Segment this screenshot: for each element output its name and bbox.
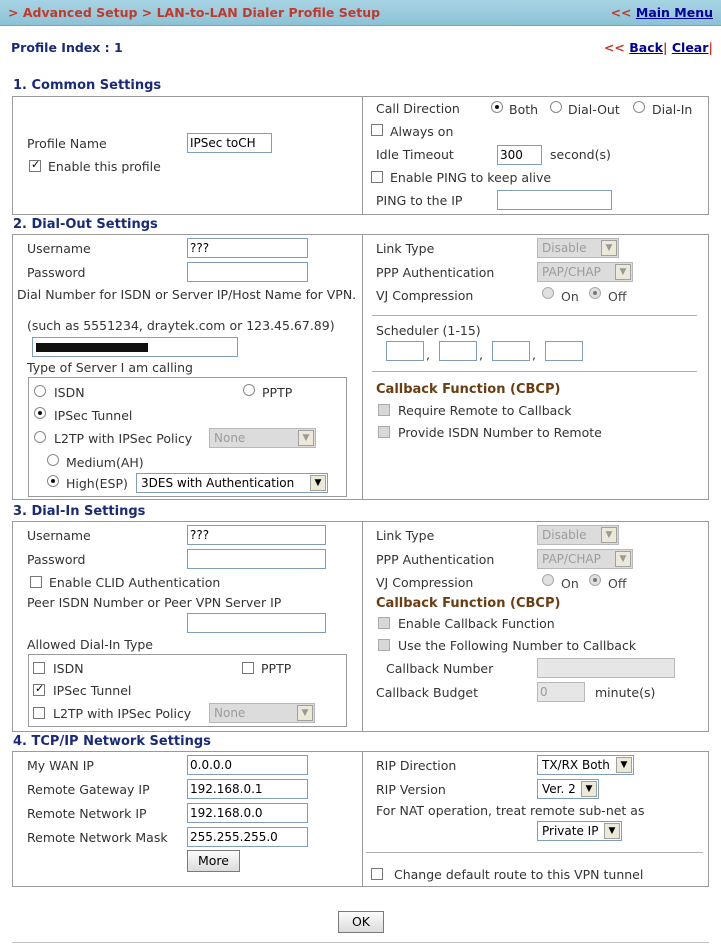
call-direction-dialout-radio[interactable] (550, 101, 562, 113)
allowed-ipsec-checkbox[interactable] (33, 684, 45, 696)
idle-timeout-unit: second(s) (550, 147, 611, 162)
server-isdn-label: ISDN (54, 385, 85, 400)
divider (372, 371, 697, 372)
nat-label: For NAT operation, treat remote sub-net as (376, 803, 645, 818)
ping-ip-label: PING to the IP (376, 193, 463, 208)
dialout-callback-title: Callback Function (CBCP) (376, 382, 561, 397)
server-l2tp-policy-select[interactable] (209, 428, 316, 448)
profile-name-label: Profile Name (27, 136, 107, 151)
dialout-username-input[interactable]: ??? (187, 238, 308, 258)
divider (366, 852, 703, 853)
dialout-link-type-value: Disable (542, 241, 587, 255)
allowed-ipsec-label: IPSec Tunnel (53, 683, 132, 698)
call-direction-both-label: Both (509, 102, 539, 117)
nat-select[interactable] (537, 821, 622, 841)
chevron-down-icon: ▼ (615, 264, 631, 280)
remote-gateway-label: Remote Gateway IP (27, 782, 150, 797)
common-left-panel (12, 96, 363, 215)
callback-budget-unit: minute(s) (595, 685, 656, 700)
more-button[interactable]: More (187, 850, 240, 872)
dialin-link-type-value: Disable (542, 528, 587, 542)
dialout-password-label: Password (27, 265, 86, 280)
dialin-ppp-auth-select[interactable] (537, 549, 633, 569)
high-esp-select[interactable] (136, 473, 328, 493)
require-callback-label: Require Remote to Callback (398, 403, 572, 418)
call-direction-dialin-label: Dial-In (652, 102, 693, 117)
scheduler-sep: , (532, 347, 536, 362)
callback-budget-input[interactable]: 0 (537, 682, 585, 702)
always-on-label: Always on (390, 124, 454, 139)
clid-checkbox[interactable] (30, 576, 42, 588)
chevron-down-icon: ▼ (601, 240, 617, 256)
dialout-username-label: Username (27, 241, 91, 256)
dialout-link-type-label: Link Type (376, 241, 435, 256)
footer-divider (12, 942, 709, 943)
chevron-down-icon: ▼ (310, 475, 326, 491)
dialin-password-input[interactable] (187, 549, 326, 569)
nav-sep: | (662, 40, 668, 55)
dialout-vj-off-radio[interactable] (589, 287, 601, 299)
dialin-link-type-select[interactable] (537, 525, 619, 545)
medium-ah-label: Medium(AH) (66, 455, 144, 470)
dialin-vj-on-radio[interactable] (542, 574, 554, 586)
high-esp-value: 3DES with Authentication (141, 476, 295, 490)
allowed-isdn-checkbox[interactable] (33, 662, 45, 674)
enable-callback-checkbox[interactable] (378, 617, 390, 629)
back-arrows: << (603, 40, 625, 55)
callback-number-label: Callback Number (386, 661, 494, 676)
server-pptp-label: PPTP (262, 385, 293, 400)
callback-budget-label: Callback Budget (376, 685, 478, 700)
ok-button[interactable]: OK (338, 911, 384, 933)
high-esp-label: High(ESP) (66, 476, 128, 491)
scheduler-input-1[interactable] (386, 341, 424, 361)
chevron-down-icon: ▼ (601, 527, 617, 543)
require-callback-checkbox[interactable] (378, 404, 390, 416)
scheduler-input-2[interactable] (439, 341, 477, 361)
dialin-vj-off-label: Off (608, 576, 627, 591)
rip-version-value: Ver. 2 (542, 782, 576, 796)
allowed-isdn-label: ISDN (53, 661, 84, 676)
server-ipsec-label: IPSec Tunnel (54, 408, 133, 423)
dialout-vj-on-radio[interactable] (542, 287, 554, 299)
scheduler-input-4[interactable] (545, 341, 583, 361)
chevron-down-icon: ▼ (298, 430, 314, 446)
section-title-dialin: 3. Dial-In Settings (13, 504, 146, 519)
allowed-l2tp-checkbox[interactable] (33, 707, 45, 719)
rip-direction-value: TX/RX Both (542, 758, 610, 772)
dialout-vj-off-label: Off (608, 289, 627, 304)
chevron-down-icon: ▼ (297, 705, 313, 721)
dialin-password-label: Password (27, 552, 86, 567)
call-direction-both-radio[interactable] (491, 101, 503, 113)
scheduler-input-3[interactable] (492, 341, 530, 361)
remote-gateway-input[interactable]: 192.168.0.1 (187, 779, 308, 799)
dialin-ppp-auth-label: PPP Authentication (376, 552, 495, 567)
enable-profile-label: Enable this profile (48, 159, 161, 174)
profile-name-input[interactable]: IPSec toCH (187, 133, 272, 153)
dialout-vj-on-label: On (561, 289, 579, 304)
back-link[interactable]: Back (629, 40, 663, 55)
dialin-username-input[interactable]: ??? (187, 525, 326, 545)
provide-isdn-checkbox[interactable] (378, 426, 390, 438)
scheduler-sep: , (479, 347, 483, 362)
medium-ah-radio[interactable] (47, 454, 59, 466)
dialin-vj-on-label: On (561, 576, 579, 591)
idle-timeout-label: Idle Timeout (376, 147, 454, 162)
dial-number-hint: (such as 5551234, draytek.com or 123.45.67.89) (27, 318, 335, 333)
dialin-link-type-label: Link Type (376, 528, 435, 543)
enable-callback-label: Enable Callback Function (398, 616, 555, 631)
dialout-ppp-auth-select[interactable] (537, 262, 633, 282)
nat-value: Private IP (542, 824, 599, 838)
peer-label: Peer ISDN Number or Peer VPN Server IP (27, 595, 282, 610)
dialin-vj-label: VJ Compression (376, 575, 474, 590)
provide-isdn-label: Provide ISDN Number to Remote (398, 425, 602, 440)
dialin-vj-off-radio[interactable] (589, 574, 601, 586)
dialin-username-label: Username (27, 528, 91, 543)
dialout-link-type-select[interactable] (537, 238, 619, 258)
scheduler-label: Scheduler (1-15) (376, 323, 481, 338)
profile-nav (604, 40, 713, 55)
allowed-pptp-checkbox[interactable] (242, 662, 254, 674)
allowed-l2tp-policy-value: None (214, 706, 246, 720)
allowed-type-label: Allowed Dial-In Type (27, 637, 154, 652)
section-title-common: 1. Common Settings (13, 78, 162, 93)
enable-ping-label: Enable PING to keep alive (390, 170, 552, 185)
use-number-checkbox[interactable] (378, 639, 390, 651)
dial-number-input[interactable] (32, 337, 238, 357)
chevron-down-icon: ▼ (604, 823, 620, 839)
clear-link[interactable]: Clear (671, 40, 709, 55)
remote-network-mask-input[interactable]: 255.255.255.0 (187, 827, 308, 847)
call-direction-label: Call Direction (376, 101, 460, 116)
call-direction-dialin-radio[interactable] (633, 101, 645, 113)
server-type-label: Type of Server I am calling (27, 360, 193, 375)
rip-direction-label: RIP Direction (376, 758, 457, 773)
breadcrumb: > Advanced Setup > LAN-to-LAN Dialer Profile Setup (8, 5, 381, 20)
main-menu-arrows: << (610, 5, 632, 20)
profile-index: Profile Index : 1 (11, 40, 123, 55)
use-number-label: Use the Following Number to Callback (398, 638, 637, 653)
chevron-down-icon: ▼ (616, 757, 632, 773)
default-route-checkbox[interactable] (371, 868, 383, 880)
scheduler-sep: , (426, 347, 430, 362)
nav-sep: | (708, 40, 713, 55)
my-wan-ip-input[interactable]: 0.0.0.0 (187, 755, 308, 775)
high-esp-radio[interactable] (47, 475, 59, 487)
remote-network-mask-label: Remote Network Mask (27, 830, 168, 845)
dialout-ppp-auth-value: PAP/CHAP (542, 265, 601, 279)
ping-ip-input[interactable] (497, 190, 612, 210)
chevron-down-icon: ▼ (581, 781, 597, 797)
enable-ping-checkbox[interactable] (371, 171, 383, 183)
dialout-password-input[interactable] (187, 262, 308, 282)
peer-input[interactable] (187, 613, 326, 633)
remote-network-ip-label: Remote Network IP (27, 806, 147, 821)
main-menu-link[interactable]: Main Menu (635, 5, 713, 20)
callback-number-input[interactable] (537, 658, 675, 678)
server-l2tp-policy-value: None (214, 431, 246, 445)
section-title-dialout: 2. Dial-Out Settings (13, 217, 158, 232)
allowed-l2tp-label: L2TP with IPSec Policy (53, 706, 192, 721)
default-route-label: Change default route to this VPN tunnel (394, 867, 644, 882)
call-direction-dialout-label: Dial-Out (568, 102, 620, 117)
server-ipsec-radio[interactable] (34, 407, 46, 419)
clid-label: Enable CLID Authentication (49, 575, 221, 590)
dialout-ppp-auth-label: PPP Authentication (376, 265, 495, 280)
idle-timeout-input[interactable]: 300 (497, 145, 542, 165)
server-pptp-radio[interactable] (243, 384, 255, 396)
my-wan-ip-label: My WAN IP (27, 758, 94, 773)
dialout-vj-label: VJ Compression (376, 288, 474, 303)
rip-version-label: RIP Version (376, 782, 446, 797)
allowed-pptp-label: PPTP (261, 661, 292, 676)
server-l2tp-label: L2TP with IPSec Policy (54, 431, 193, 446)
server-l2tp-radio[interactable] (34, 431, 46, 443)
chevron-down-icon: ▼ (615, 551, 631, 567)
dialin-callback-title: Callback Function (CBCP) (376, 596, 561, 611)
rip-version-select[interactable] (537, 779, 599, 799)
divider (372, 315, 697, 316)
allowed-l2tp-policy-select[interactable] (209, 703, 315, 723)
dial-number-label: Dial Number for ISDN or Server IP/Host Name for VPN. (17, 287, 357, 302)
rip-direction-select[interactable] (537, 755, 634, 775)
enable-profile-checkbox[interactable] (29, 160, 41, 172)
server-isdn-radio[interactable] (34, 385, 46, 397)
always-on-checkbox[interactable] (371, 124, 383, 136)
section-title-tcpip: 4. TCP/IP Network Settings (13, 734, 211, 749)
main-menu-nav (611, 5, 713, 20)
redacted-scribble (36, 343, 148, 352)
dialin-ppp-auth-value: PAP/CHAP (542, 552, 601, 566)
remote-network-ip-input[interactable]: 192.168.0.0 (187, 803, 308, 823)
